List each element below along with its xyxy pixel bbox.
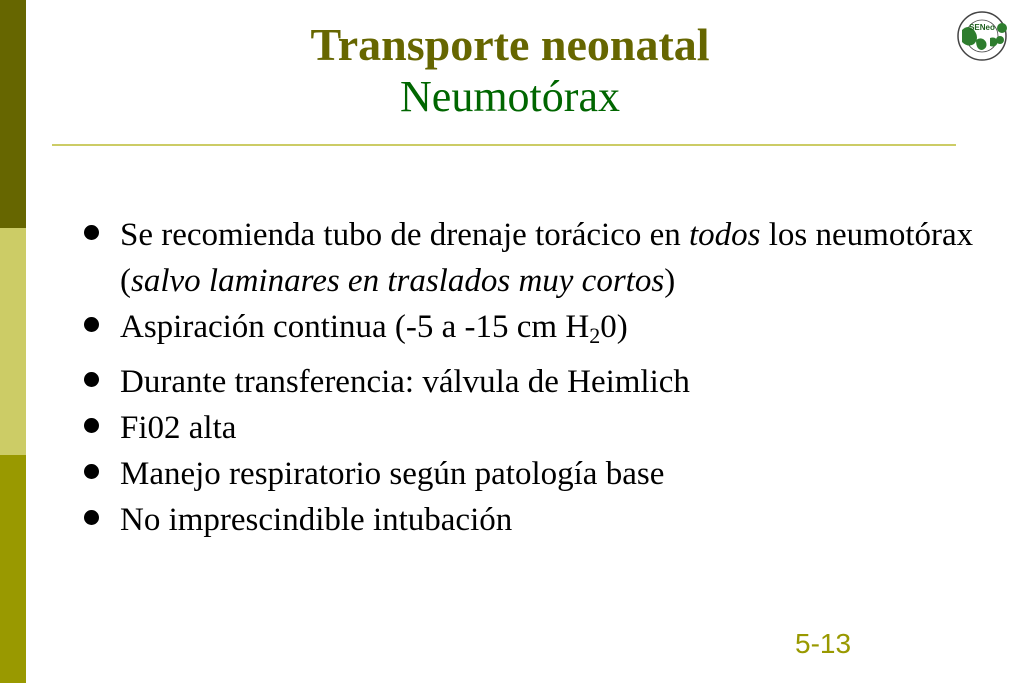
bullet-text	[120, 405, 1002, 451]
side-bar-middle	[0, 228, 26, 455]
title-main: Transporte neonatal	[310, 19, 710, 70]
bullet-item	[82, 359, 1002, 405]
slide-number: 5-13	[795, 628, 852, 659]
bullet-text-run: )	[664, 263, 676, 299]
bullet-text-run: Se recomienda tubo de drenaje torácico en	[120, 217, 689, 253]
bullet-list	[82, 212, 1002, 543]
bullet-dot-icon	[84, 225, 99, 240]
title-divider	[52, 144, 956, 146]
bullet-text	[120, 304, 1002, 359]
bullet-dot-icon	[84, 464, 99, 479]
bullet-text	[120, 359, 1002, 405]
logo-text: SENeo	[969, 23, 995, 32]
bullet-text	[120, 497, 1002, 543]
bullet-text-run: todos	[689, 217, 761, 253]
bullet-text-run: Fi02 alta	[120, 410, 237, 446]
bullet-text	[120, 212, 1002, 304]
bullet-text-run: Aspiración continua (-5 a -15 cm H	[120, 309, 590, 345]
bullet-text-run: los neumotórax (	[120, 217, 974, 299]
bullet-text-run: Durante transferencia: válvula de Heimlich	[120, 364, 690, 400]
bullet-item	[82, 212, 1002, 304]
side-bar-top	[0, 0, 26, 228]
bullet-text-run: Manejo respiratorio según patología base	[120, 456, 665, 492]
side-bar	[0, 0, 26, 683]
bullet-text-run: 0)	[600, 309, 628, 345]
bullet-item	[82, 451, 1002, 497]
bullet-text-run: salvo laminares en traslados muy cortos	[131, 263, 665, 299]
bullet-dot-icon	[84, 418, 99, 433]
bullet-item	[82, 497, 1002, 543]
bullet-text	[120, 451, 1002, 497]
title-sub: Neumotórax	[400, 72, 620, 121]
bullet-dot-icon	[84, 317, 99, 332]
bullet-item	[82, 304, 1002, 359]
bullet-text-run: 2	[589, 323, 601, 348]
side-bar-bottom	[0, 455, 26, 683]
slide-title	[60, 18, 960, 122]
bullet-item	[82, 405, 1002, 451]
bullet-dot-icon	[84, 372, 99, 387]
seneo-logo	[942, 10, 1022, 62]
bullet-text-run: No imprescindible intubación	[120, 502, 513, 538]
bullet-dot-icon	[84, 510, 99, 525]
